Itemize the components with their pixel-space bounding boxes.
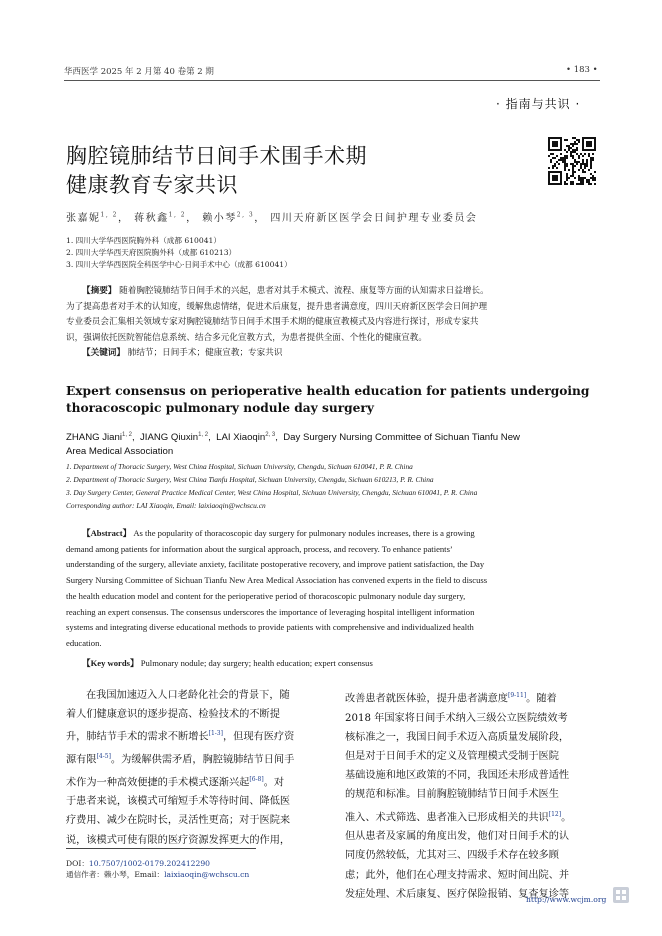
body-left-line4b: 。为缓解供需矛盾，胸腔镜肺结节日间手 [110,754,295,766]
doi-line [66,858,249,869]
body-left-line4a: 源有限 [66,754,97,766]
doi-link[interactable]: 10.7507/1002-0179.202412290 [88,859,210,868]
body-left-line6: 于患者来说，该模式可缩短手术等待时间、降低医 [66,796,291,808]
authors-en [66,428,566,459]
body-left-line3a: 升，肺结节手术的需求不断增长 [66,731,209,743]
authors-en-line1: ZHANG Jiani$^{1, 2}$, JIANG Qiuxin$^{1, 2}$, LAI Xiaoqin$^{2, 3}$, Day Surgery Nursing Committee of Sichuan Tianfu New [66,432,520,444]
author-cn-2-sup: 1, 2 [168,211,187,219]
correspondence-label: 通信作者：赖小琴，Email： [66,870,165,879]
body-right-line1b: 。随着 [526,693,557,705]
body-right-line5: 基础设施和地区政策的不同，我国还未形成普适性 [345,770,570,782]
author-en-2-sup: 1, 2 [198,432,209,438]
affiliation-en-1: 1. Department of Thoracic Surgery, West China Hospital, Sichuan University, Chengdu, Sichuan 610041, P. R. China [66,462,413,471]
body-left-line3b: ，但现有医疗资 [222,731,295,743]
body-right-line9: 同度仍然较低，尤其对三、四级手术存在较多顾 [345,850,559,862]
body-right-line3: 核标准之一，我国日间手术迈入高质量发展阶段， [345,731,570,743]
body-left-line5a: 术作为一种高效便捷的手术模式逐渐兴起 [66,776,250,788]
abstract-en-line7: systems and integrating diverse educational methods to provide patients with comprehensive and individualized health [66,622,474,633]
affiliations-cn [66,235,292,271]
body-left-line3 [66,724,324,747]
abstract-en-line6: reaching an expert consensus. The consensus underscores the importance of leveraging hospital intelligent information [66,606,475,617]
abstract-cn-text1: 随着胸腔镜肺结节日间手术的兴起，患者对其手术模式、流程、康复等方面的认知需求日益增长。 [119,286,489,296]
abstract-en-line5: the health education model and content for the perioperative period of thoracoscopic pulmonary nodule day surgery, [66,590,466,601]
body-right-line7b: 。 [561,812,572,823]
footnote-rule [66,848,256,849]
abstract-en-text1: As the popularity of thoracoscopic day surgery for pulmonary nodules increases, there is a growing [133,528,475,538]
email-link[interactable]: laixiaoqin@wchscu.cn [164,870,250,879]
keywords-cn [66,346,596,362]
affiliation-en-2: 2. Department of Thoracic Surgery, West China Tianfu Hospital, Sichuan University, Chengdu, Sichuan 610213, P. R. China [66,475,434,484]
citation-9-11[interactable]: [9-11] [508,692,527,699]
page-number: • 183 • [566,65,598,75]
author-en-org-line2: Area Medical Association [66,446,174,458]
author-cn-1-sup: 1, 2 [100,211,118,219]
header-rule [64,80,600,81]
keywords-cn-text: 肺结节；日间手术；健康宣教；专家共识 [127,348,283,358]
abstract-cn-line1 [66,284,596,300]
author-en-3-sup: 2, 3 [265,432,276,438]
body-left-line8: 说，该模式可使有限的医疗资源发挥更大的作用， [66,834,291,846]
affiliation-cn-2: 2. 四川大学华西天府医院胸外科（成都 610213） [66,248,237,257]
body-left-line7: 疗费用、减少在院时长，灵活性更高；对于医院来 [66,815,291,827]
author-en-org-line1: Day Surgery Nursing Committee of Sichuan Tianfu New [283,432,520,444]
body-right-line4: 但是对于日间手术的定义及管理模式受制于医院 [345,751,559,762]
body-left-line1: 在我国加速迈入人口老龄化社会的背景下，随 [86,690,290,701]
abstract-en-label: 【Abstract】 [82,528,132,538]
abstract-en [66,526,598,671]
body-right-line8: 但从患者及家属的角度出发，他们对日间手术的认 [345,831,570,843]
abstract-en-line4: Surgery Nursing Committee of Sichuan Tianfu New Area Medical Association has convened experts in the field to discuss [66,575,488,586]
author-en-2: JIANG Qiuxin [140,432,199,444]
abstract-en-line1 [66,526,598,542]
section-label: · 指南与共识 · [496,97,581,111]
author-cn-3: 赖小琴 [202,213,237,224]
author-cn-org: 四川天府新区医学会日间护理专业委员会 [270,213,478,224]
author-en-1-sup: 1, 2 [121,432,132,438]
citation-6-8[interactable]: [6-8] [249,775,264,783]
authors-cn: 张嘉妮$^{1, 2}$， 蒋秋鑫$^{1, 2}$， 赖小琴$^{2, 3}$， 四川天府新区医学会日间护理专业委员会 [66,211,478,224]
body-right-line7 [345,805,603,828]
body-right-line1a: 改善患者就医体验，提升患者满意度 [345,693,508,705]
body-right-line6: 的规范和标准。目前胸腔镜肺结节日间手术医生 [345,789,559,801]
website-link[interactable]: http://www.wcjm.org [526,895,607,904]
title-cn-line1: 胸腔镜肺结节日间手术围手术期 [66,144,367,168]
body-left-line5b: 。对 [263,776,285,788]
author-cn-3-sup: 2, 3 [236,211,255,219]
keywords-cn-label: 【关键词】 [82,348,125,358]
affiliations-en [66,460,606,512]
body-right-line1 [345,686,603,709]
keywords-en-text: Pulmonary nodule; day surgery; health education; expert consensus [140,657,373,668]
body-left-line4 [66,747,324,770]
citation-12[interactable]: [12] [548,810,562,818]
qr-code-icon[interactable] [548,137,596,185]
affiliation-cn-1: 1. 四川大学华西医院胸外科（成都 610041） [66,236,221,245]
corresponding-author-en: Corresponding author: LAI Xiaoqin, Email: laixiaoqin@wchscu.cn [66,501,266,510]
journal-info: 华西医学 2025 年 2 月第 40 卷第 2 期 [64,67,214,77]
abstract-cn-label: 【摘要】 [82,286,117,296]
correspondence-line [66,869,249,880]
abstract-en-line3: understanding of the surgery, alleviate anxiety, facilitate postoperative recovery, and improve patient satisfaction, the Day [66,559,485,570]
abstract-cn-line4: 识，强调依托医院智能信息系统、结合多元化宣教方式，为患者提供全面、个性化的健康宣教。 [66,332,427,343]
affiliation-cn-3: 3. 四川大学华西医院全科医学中心·日间手术中心（成都 610041） [66,260,292,269]
body-left-column [66,686,324,850]
affiliation-en-3: 3. Day Surgery Center, General Practice Medical Center, West China Hospital, Sichuan University, Chengdu, Sichuan 610041, P. R. China [66,488,478,497]
footnote [66,858,249,880]
abstract-en-line2: demand among patients for information about the surgical approach, process, and recovery. To enhance patients’ [66,543,453,554]
body-right-line11: 发症处理、术后康复、医疗保险报销、复查复诊等 [345,888,570,900]
body-right-line10: 虑；此外，他们在心理支持需求、短时间出院、并 [345,869,570,881]
citation-1-3[interactable]: [1-3] [208,730,223,738]
body-right-line2: 2018 年国家将日间手术纳入三级公立医院绩效考 [345,712,568,724]
body-right-column [345,686,603,904]
author-cn-2: 蒋秋鑫 [134,213,169,224]
body-left-line2: 着人们健康意识的逐步提高、检验技术的不断提 [66,709,280,721]
keywords-en [66,656,598,672]
journal-logo-icon [612,886,630,904]
author-en-3: LAI Xiaoqin [216,432,266,444]
abstract-cn [66,284,596,362]
title-en-line1: Expert consensus on perioperative health education for patients undergoing [66,384,590,398]
abstract-en-line8: education. [66,637,102,648]
body-left-line5 [66,770,324,793]
title-en [66,383,606,417]
abstract-cn-line3: 专业委员会汇集相关领域专家对胸腔镜肺结节日间手术围手术期的健康宣教模式及内容进行探讨，形成专家共 [66,317,479,327]
citation-4-5[interactable]: [4-5] [96,753,111,760]
doi-label: DOI： [66,859,89,868]
title-cn-line2: 健康教育专家共识 [66,173,238,197]
keywords-en-label: 【Key words】 [82,657,139,668]
author-cn-1: 张嘉妮 [66,213,101,224]
abstract-cn-line2: 为了提高患者对手术的认知度，缓解焦虑情绪，促进术后康复，提升患者满意度，四川天府新区医学会日间护理 [66,301,488,312]
title-en-line2: thoracoscopic pulmonary nodule day surgery [66,401,374,415]
body-right-line7a: 准入、术式筛选、患者准入已形成相关的共识 [345,812,549,823]
author-en-1: ZHANG Jiani [66,432,122,444]
